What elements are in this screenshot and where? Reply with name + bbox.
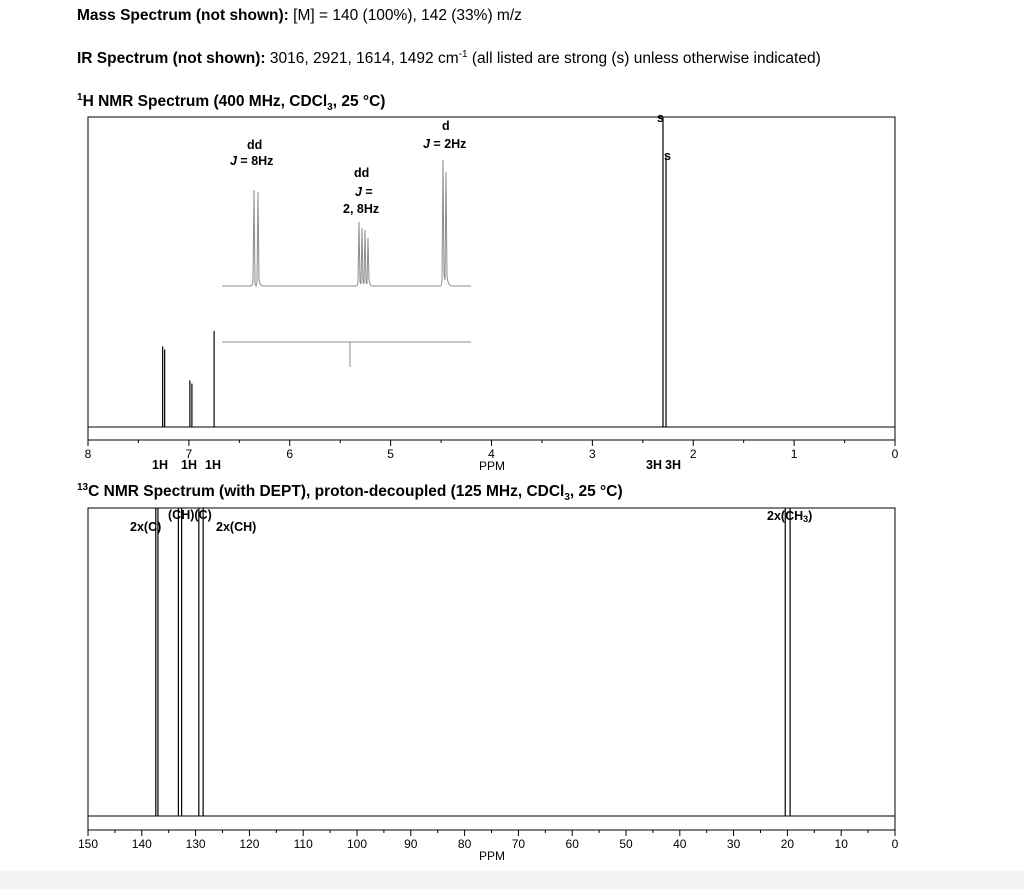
hnmr-tick-label-1: 7	[185, 447, 193, 461]
inset-j-2-extra: 2, 8Hz	[343, 202, 380, 216]
hnmr-frame	[88, 117, 895, 440]
inset-mult-1: dd	[247, 138, 263, 152]
integration-5: 3H	[665, 458, 681, 472]
hnmr-peak-label-s2: s	[664, 149, 671, 163]
cnmr-title-sub: 3	[564, 492, 570, 504]
hnmr-tick-label-7: 1	[790, 447, 798, 461]
cnmr-tick-label-5: 100	[346, 837, 368, 851]
cnmr-label-2xC: 2x(C)	[130, 520, 162, 534]
inset-j-1	[230, 154, 273, 168]
inset-j-3	[423, 137, 466, 151]
hnmr-title-sub: 3	[327, 102, 333, 114]
hnmr-title-text: H NMR Spectrum (400 MHz, CDCl	[82, 93, 328, 110]
cnmr-label-2xCH3-post: )	[808, 509, 813, 523]
cnmr-tick-label-6: 90	[404, 837, 418, 851]
ir-spectrum-text: 3016, 2921, 1614, 1492 cm	[269, 50, 459, 67]
hnmr-tick-label-2: 6	[286, 447, 294, 461]
hnmr-title-post: , 25 °C)	[332, 93, 386, 110]
cnmr-tick-label-8: 70	[511, 837, 526, 851]
cnmr-ticks	[78, 830, 899, 851]
cnmr-label-2xCH3-main: 2x(CH	[767, 509, 804, 523]
inset-j-1-label: J	[230, 154, 237, 168]
integration-1: 1H	[152, 458, 168, 472]
cnmr-tick-label-1: 140	[131, 837, 152, 851]
cnmr-label-2xCH3-sub: 3	[803, 514, 809, 524]
cnmr-title-sup: 13	[77, 481, 89, 493]
inset-j-2	[355, 185, 373, 199]
inset-j-1-value: = 8Hz	[236, 154, 274, 168]
cnmr-tick-label-13: 20	[780, 837, 795, 851]
inset-j-2-value: =	[361, 185, 373, 199]
hnmr-tick-label-0: 8	[84, 447, 92, 461]
inset-trace	[222, 160, 471, 286]
mass-spectrum-text: [M] = 140 (100%), 142 (33%) m/z	[293, 7, 522, 24]
cnmr-tick-label-4: 110	[293, 837, 313, 851]
hnmr-tick-label-4: 4	[488, 447, 495, 461]
ir-spectrum-sup: -1	[458, 48, 468, 60]
inset-j-2-label: J	[355, 185, 362, 199]
hnmr-tick-label-8: 0	[891, 447, 899, 461]
cnmr-tick-label-9: 60	[565, 837, 579, 851]
inset-j-3-value: = 2Hz	[429, 137, 467, 151]
page-footer-strip	[0, 871, 1024, 889]
ir-spectrum-label: IR Spectrum (not shown):	[77, 50, 266, 67]
cnmr-frame	[88, 508, 895, 830]
cnmr-tick-label-15: 0	[891, 837, 899, 851]
cnmr-label-2xCH3	[767, 509, 812, 524]
integration-3: 1H	[205, 458, 221, 472]
hnmr-peak-label-s1: s	[657, 111, 664, 125]
cnmr-xlabel: PPM	[479, 849, 506, 863]
cnmr-title-post: , 25 °C)	[569, 483, 623, 500]
ir-spectrum-text-after: (all listed are strong (s) unless otherwise indicated)	[467, 50, 821, 67]
hnmr-tick-label-5: 3	[589, 447, 596, 461]
cnmr-tick-label-10: 50	[619, 837, 633, 851]
mass-spectrum-label: Mass Spectrum (not shown):	[77, 7, 289, 24]
cnmr-tick-label-11: 40	[673, 837, 687, 851]
cnmr-tick-label-12: 30	[726, 837, 741, 851]
inset-mult-3: d	[442, 119, 450, 133]
inset-j-3-label: J	[423, 137, 430, 151]
inset-mult-2: dd	[354, 166, 370, 180]
cnmr-title-text: C NMR Spectrum (with DEPT), proton-decoupled (125 MHz, CDCl	[88, 483, 565, 500]
integration-4: 3H	[646, 458, 662, 472]
hnmr-inset	[222, 119, 471, 367]
hnmr-tick-label-6: 2	[689, 447, 697, 461]
hnmr-xlabel: PPM	[479, 459, 506, 473]
cnmr-tick-label-14: 10	[834, 837, 848, 851]
cnmr-tick-label-0: 150	[77, 837, 99, 851]
cnmr-tick-label-3: 120	[239, 837, 260, 851]
hnmr-tick-label-3: 5	[387, 447, 394, 461]
integration-2: 1H	[181, 458, 197, 472]
cnmr-label-CH-C: (CH)(C)	[168, 508, 212, 522]
cnmr-tick-label-2: 130	[185, 837, 206, 851]
cnmr-tick-label-7: 80	[457, 837, 472, 851]
hnmr-title-sup: 1	[77, 91, 83, 103]
cnmr-label-2xCH: 2x(CH)	[216, 520, 257, 534]
cnmr-peaks	[156, 508, 790, 816]
